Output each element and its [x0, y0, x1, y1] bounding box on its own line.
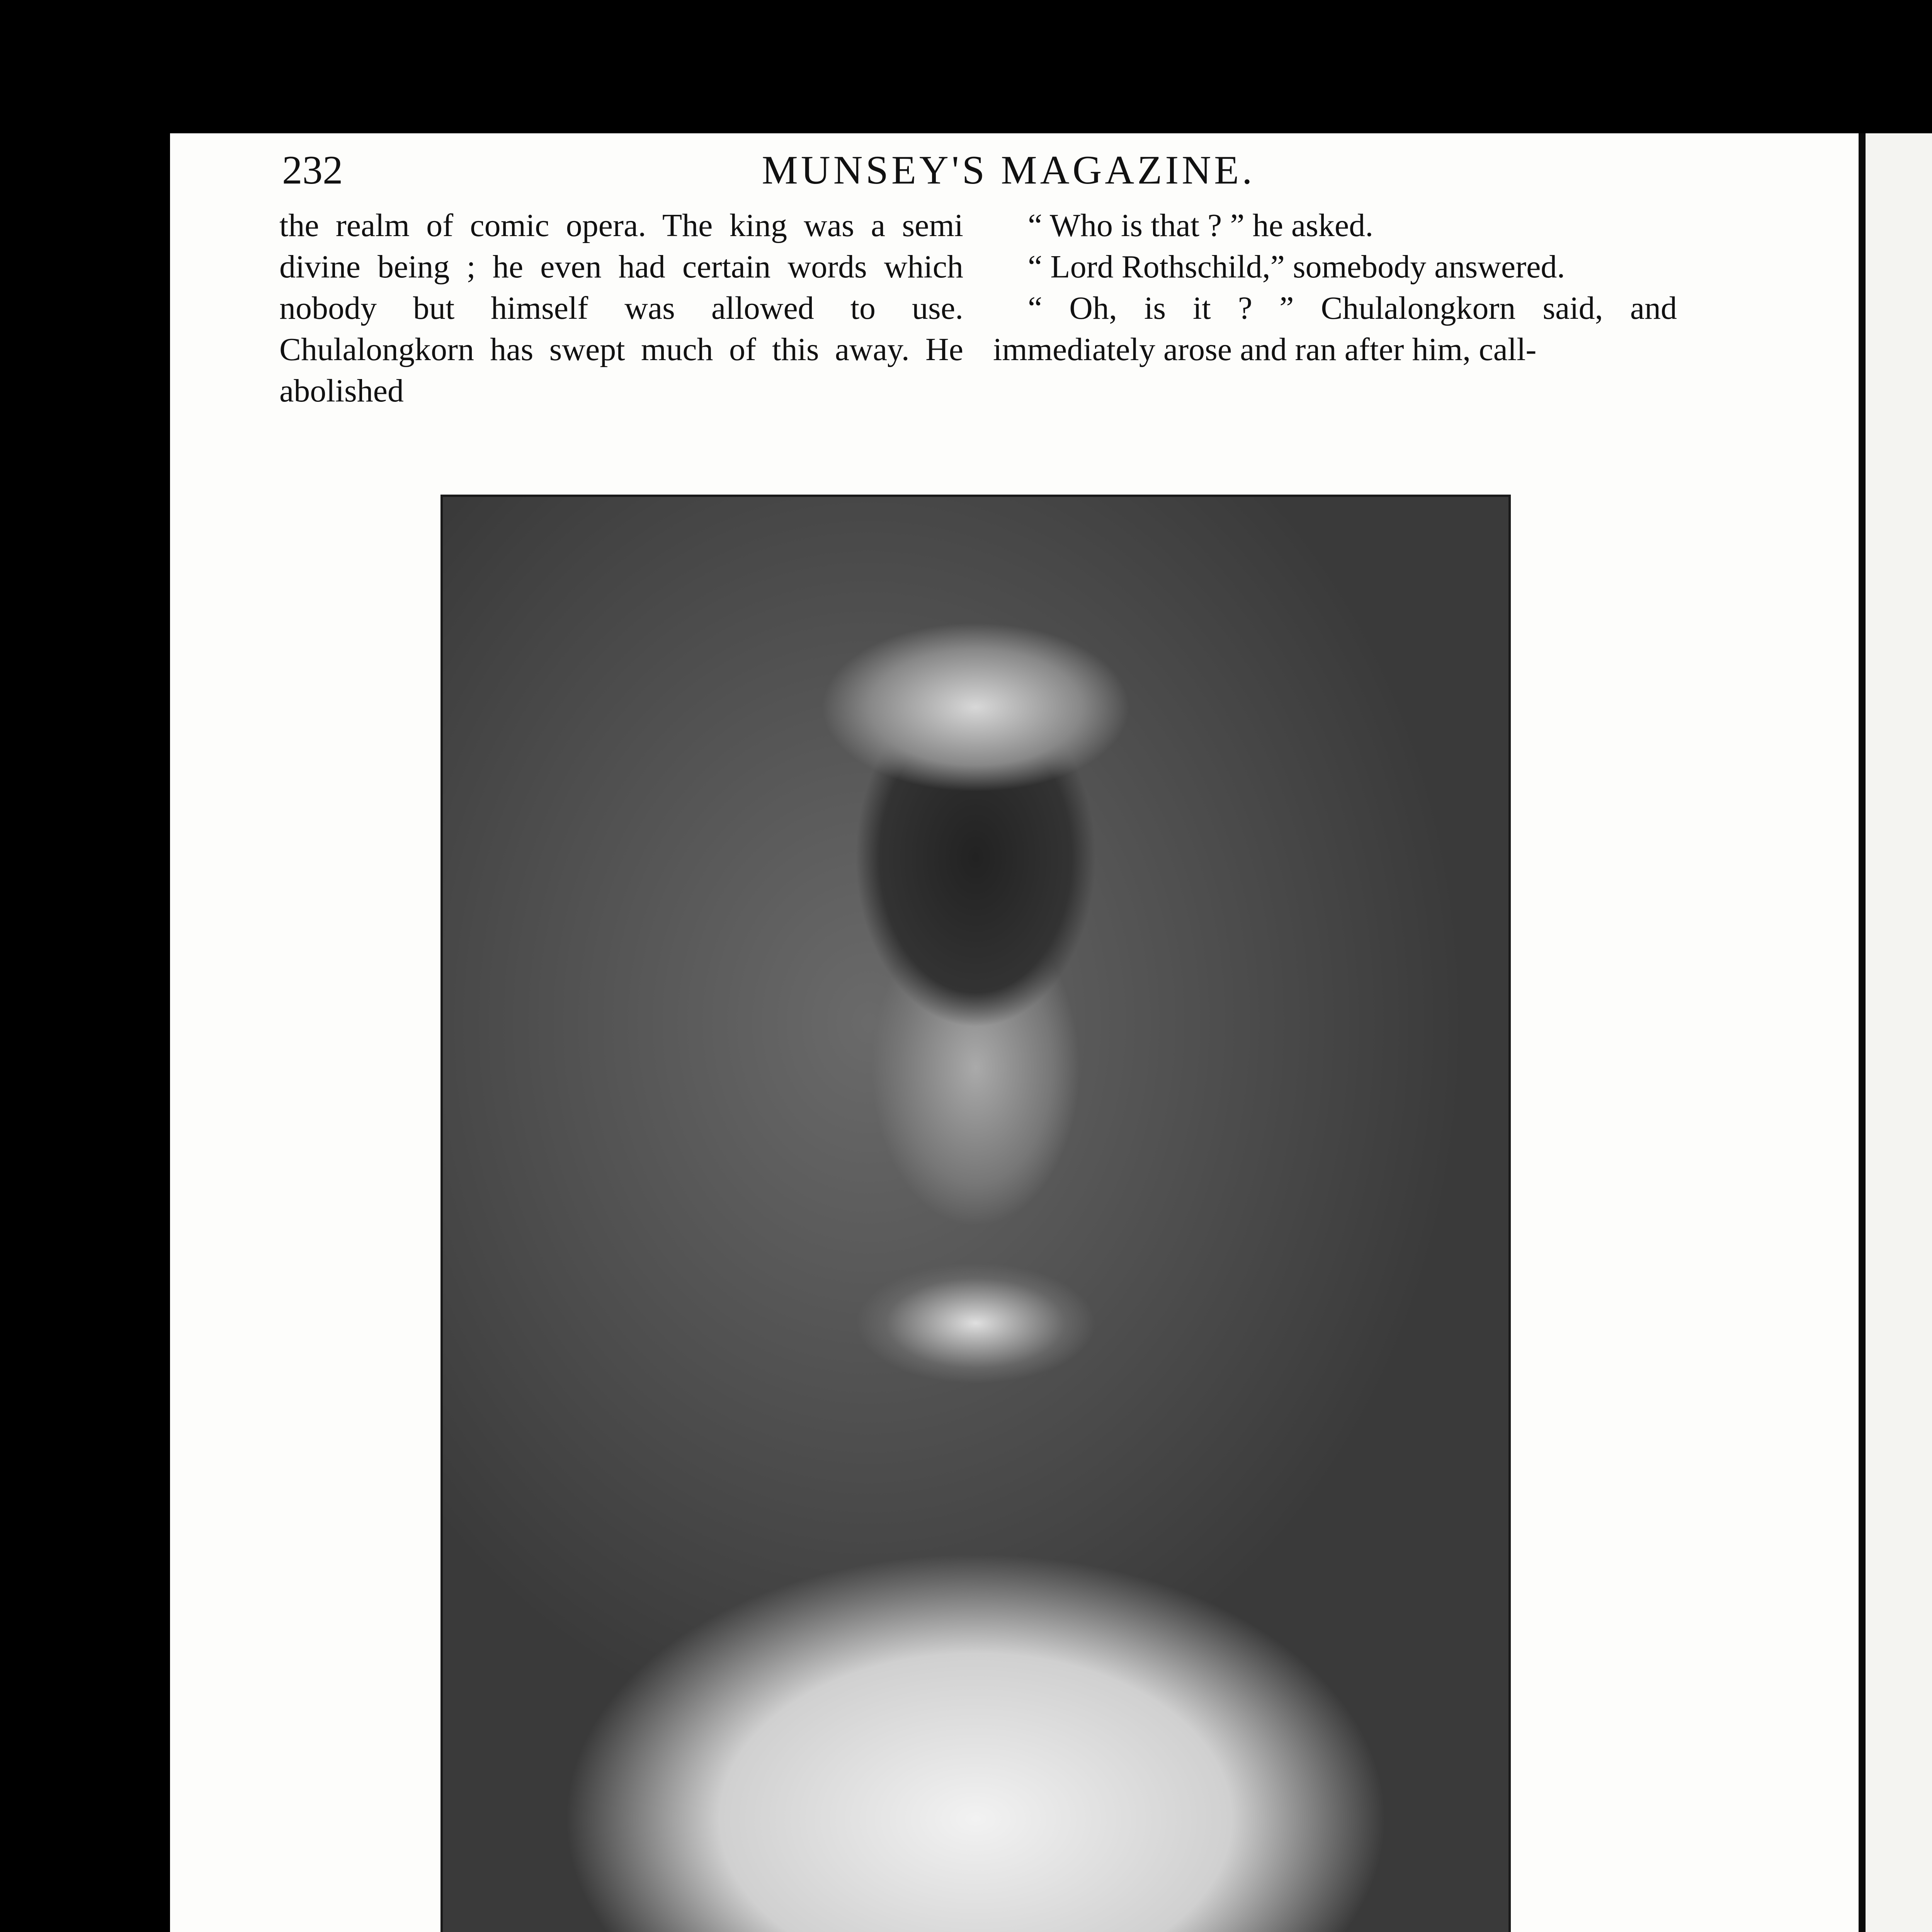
column-top-right [993, 205, 1677, 370]
adjacent-page-edge [1859, 133, 1932, 1932]
paragraph: the realm of comic opera. The king was a semi divine being ; he even had certain words which nobody but himself was allowed to use. Chulalongkorn has swept much of this away. He abolished [279, 207, 963, 409]
column-top-left [279, 205, 963, 412]
paragraph: “ Who is that ? ” he asked. [1028, 207, 1374, 243]
paragraph: “ Oh, is it ? ” Chulalongkorn said, and immediately arose and ran after him, call- [993, 290, 1677, 367]
portrait-photo [440, 495, 1511, 1932]
running-title: MUNSEY'S MAGAZINE. [762, 147, 1255, 192]
page-number: 232 [282, 147, 343, 192]
page-header [282, 143, 1735, 197]
paragraph: “ Lord Rothschild,” somebody answered. [1028, 249, 1565, 285]
